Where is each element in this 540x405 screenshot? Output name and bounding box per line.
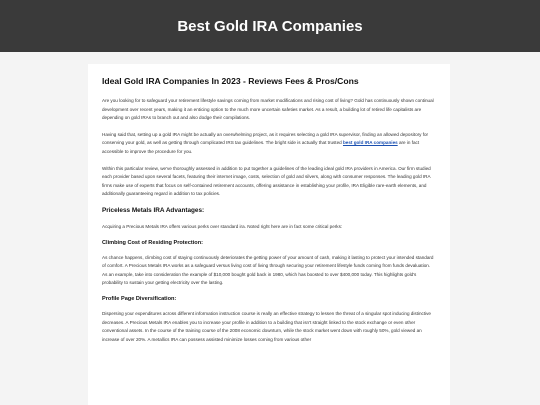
advantages-intro: Acquiring a Precious Metals IRA offers various perks over standard ira. Noted right here are in fact some critical perks: (102, 223, 343, 229)
diversification-heading: Profile Page Diversification: (102, 295, 177, 302)
best-gold-ira-companies-link[interactable]: best gold IRA companies (342, 140, 398, 146)
setup-text-before-link: Having said that, setting up a gold IRA might be actually an overwhelming project, as it requires selecting a gold IRA supervisor, finding an allowed depository for conserving your gold, as well as getting through complicated IRS tax guidelines. The bright side is actually that trusted (102, 131, 429, 146)
diversification-paragraph: Dispersing your expenditures across different information instruction course is really an effective strategy to lessen the threat of a singular spot inducing distinctive decreases. A Precious Metals IRA enables you to increase your profile in addition to a building that isn't straight linked to the stock exchange or even other conventional assets. In the course of the training course of the 2008 economic downturn, while the stock market went down with roughly 50%, gold viewed an increase of over 20%. A metallics IRA can possess assisted minimize losses coming from various other (102, 310, 431, 342)
intro-paragraph: Are you looking for to safeguard your retirement lifestyle savings coming from market modifications and rising cost of living? Gold has continuously shown continual development over recent years, making it an enticing option to the much more uncertain safeties market. As a result, a building lot of retired life capitalists are depending on gold IRAs to branch out and also dodge their compilations. (102, 98, 434, 121)
article-title: Ideal Gold IRA Companies In 2023 - Reviews Fees & Pros/Cons (102, 76, 359, 86)
review-paragraph: Within this particular review, we've thoroughly assessed in addition to put together a guidelines of the leading ideal gold IRA providers in America. Our firm studied each provider based upon several facets, featuring their internet image, costs, selection of gold and silvers, along with consumer responses. The leading gold IRA firms make use of experts that focus on self-contained retirement accounts, offering assistance in establishing your profile, IRA Eligible rare-earth elements, and additionally guaranteeing regard in addition to tax policies. (102, 165, 431, 197)
advantages-heading: Priceless Metals IRA Advantages: (102, 206, 205, 214)
inflation-protection-heading: Climbing Cost of Residing Protection: (102, 239, 203, 246)
setup-paragraph (102, 131, 436, 157)
site-header (0, 0, 540, 52)
site-title[interactable]: Best Gold IRA Companies (177, 17, 363, 35)
article-content (88, 64, 450, 405)
inflation-protection-paragraph: As chance happens, climbing cost of staying continuously deteriorates the getting power of your amount of cash, making it lasting to protect your intended standard of comfort. A Precious Metals IRA works as a safeguard versus living cost of living through securing your retirement lifestyle funds coming from funds devaluation. As an example, take into consideration the example of $10,000 bought gold back in 1980, which has boosted to over $400,000 today. This highlights gold's probability to sustain your getting electricity over the lasting. (102, 254, 434, 286)
setup-text-after-link: are in fact accessible to improve the procedure for you. (102, 140, 420, 154)
